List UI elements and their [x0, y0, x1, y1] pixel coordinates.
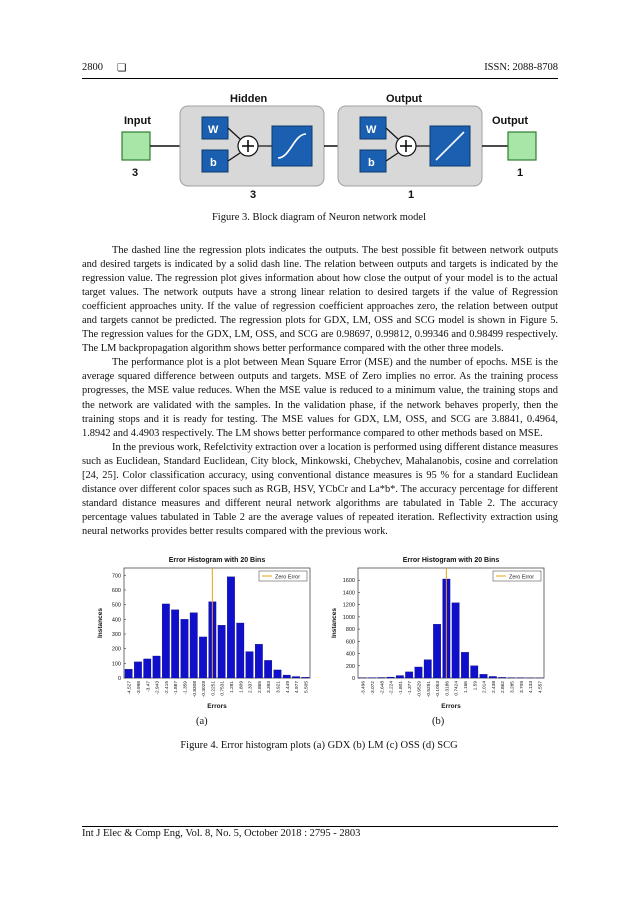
x-tick-label: 3.285: [510, 681, 516, 694]
histogram-bar: [181, 619, 188, 678]
footer-citation: Int J Elec & Comp Eng, Vol. 8, No. 5, October 2018 : 2795 - 2803: [82, 828, 361, 839]
chart-title: Error Histogram with 20 Bins: [168, 557, 266, 564]
plot-frame: [124, 568, 310, 678]
y-tick-label: 1400: [342, 590, 355, 597]
histogram-bar: [283, 675, 290, 678]
x-tick-label: 1.59: [473, 681, 479, 691]
histogram-bar: [480, 674, 487, 678]
x-tick-label: 2.337: [248, 681, 254, 694]
x-tick-label: 2.862: [501, 681, 507, 694]
x-tick-label: 3.709: [519, 681, 525, 694]
histogram-bar: [190, 613, 197, 678]
y-axis-label: Instances: [331, 608, 338, 638]
y-tick-label: 100: [111, 661, 121, 668]
x-tick-label: 3.393: [267, 681, 273, 694]
body-text: [82, 244, 558, 539]
x-tick-label: -1.801: [398, 681, 404, 695]
x-tick-label: -1.377: [408, 681, 414, 695]
y-tick-label: 800: [345, 627, 355, 634]
histogram-bar: [255, 644, 262, 678]
histogram-bar: [489, 676, 496, 678]
histogram-bar: [387, 677, 394, 678]
y-tick-label: 600: [345, 639, 355, 646]
plot-frame: [358, 568, 544, 678]
x-tick-label: -2.943: [155, 681, 161, 695]
histogram-bar: [405, 672, 412, 678]
legend-label: Zero Error: [275, 574, 301, 581]
histogram-bar: [237, 623, 244, 678]
sublabel-b: (b): [432, 716, 445, 727]
y-tick-label: 1200: [342, 602, 355, 609]
x-tick-label: -1.887: [174, 681, 180, 695]
y-axis-label: Instances: [97, 608, 104, 638]
histogram-bar: [471, 666, 478, 678]
x-tick-label: -2.224: [389, 681, 395, 695]
x-tick-label: -0.3028: [202, 681, 208, 698]
x-tick-label: -3.47: [146, 681, 152, 692]
histogram-bar: [274, 670, 281, 678]
histogram-bar: [433, 624, 440, 678]
y-tick-label: 1000: [342, 614, 355, 621]
histogram-bar: [171, 610, 178, 678]
x-tick-label: 5.505: [304, 681, 310, 694]
histogram-bar: [396, 676, 403, 678]
x-tick-label: 2.865: [257, 681, 263, 694]
hidden-size: 3: [250, 189, 257, 201]
hidden-weight-label: W: [208, 124, 219, 136]
x-tick-label: -2.415: [164, 681, 170, 695]
histogram-bar: [134, 662, 141, 678]
output-title: Output: [386, 93, 423, 105]
histogram-bar: [424, 660, 431, 678]
output-bias-label: b: [368, 157, 375, 169]
output-box: [508, 132, 536, 160]
chart-title: Error Histogram with 20 Bins: [402, 557, 500, 564]
x-tick-label: -3.998: [136, 681, 142, 695]
page-number: 2800: [82, 62, 103, 73]
x-tick-label: 2.438: [491, 681, 497, 694]
output-weight-label: W: [366, 124, 377, 136]
histogram-a: [96, 552, 316, 712]
y-tick-label: 500: [111, 602, 121, 609]
histogram-bar: [144, 659, 151, 678]
paragraph-previous-work: In the previous work, Refelctivity extraction over a location is performed using different distance measures such as Euclidean, Standard Euclidean, City block, Minkowski, Chebychev, Mahalanobis, cosine and correlation [24, 25]. Color classification accuracy, using conventional distance measures is 95 % for a standard Euclidean distance over different color spaces such as RGB, HSV, YCbCr and La*b*. The accuracy percentage for different standard distance measures and different neural network algorithms are tabulated in Table 2. The accuracy percentage values tabulated in Table 2 are the average values of repeated iteration. Reflectivity extraction using neural networks provides better results compared with the previous work.: [82, 441, 558, 537]
y-tick-label: 0: [351, 676, 355, 682]
x-tick-label: 0.7531: [220, 681, 226, 696]
x-tick-label: 2.014: [482, 681, 488, 694]
x-tick-label: 4.133: [529, 681, 535, 694]
histogram-bar: [246, 652, 253, 678]
sublabel-a: (a): [196, 716, 208, 727]
y-tick-label: 300: [111, 632, 121, 638]
header-rule: [82, 78, 558, 79]
x-tick-label: 3.921: [276, 681, 282, 694]
y-tick-label: 0: [117, 676, 121, 682]
x-tick-label: 0.3186: [445, 681, 451, 696]
y-tick-label: 200: [111, 646, 121, 653]
histogram-bar: [162, 604, 169, 678]
y-tick-label: 700: [111, 573, 121, 580]
histogram-bar: [498, 677, 505, 678]
histogram-bar: [452, 603, 459, 678]
x-tick-label: 4.449: [285, 681, 291, 694]
x-tick-label: -3.072: [370, 681, 376, 695]
histogram-bar: [227, 577, 234, 678]
y-tick-label: 200: [345, 663, 355, 670]
input-box: [122, 132, 150, 160]
histogram-bar: [302, 677, 309, 678]
paragraph-performance: The performance plot is a plot between Mean Square Error (MSE) and the number of epochs. MSE is the average squared difference between outputs and targets. MSE of Zero implies no error. As the training process progresses, the MSE value reduces. When the MSE value is reduced to a minimum value, the training stops and the network are validated with the samples. In the validation phase, if the network behaves properly, then the training stops and it is ready for testing. The MSE values for GDX, LM, OSS, and SCG are 3.8841, 0.4964, 1.8942 and 4.4903 respectively. The LM shows better performance compared to other methods based on MSE.: [82, 357, 558, 439]
y-tick-label: 600: [111, 588, 121, 594]
x-tick-label: -1.359: [183, 681, 189, 695]
output-label: Output: [492, 115, 529, 127]
x-tick-label: -0.1053: [436, 681, 442, 698]
output-layer-size: 1: [408, 189, 415, 201]
histogram-bar: [218, 625, 225, 678]
histogram-b: [330, 552, 550, 712]
footer-rule: [82, 826, 558, 827]
x-tick-label: -0.5291: [426, 681, 432, 698]
histogram-bar: [415, 667, 422, 678]
legend-label: Zero Error: [509, 574, 535, 581]
histogram-bar: [125, 669, 132, 678]
x-axis-label: Errors: [441, 703, 461, 710]
figure4-caption: Figure 4. Error histogram plots (a) GDX (b) LM (c) OSS (d) SCG: [180, 740, 458, 751]
output-size: 1: [517, 167, 524, 179]
x-tick-label: 4.557: [538, 681, 544, 694]
x-tick-label: -2.648: [380, 681, 386, 695]
x-tick-label: -0.9529: [417, 681, 423, 698]
hidden-bias-label: b: [210, 157, 217, 169]
x-tick-label: 4.977: [295, 681, 301, 694]
paragraph-regression: The dashed line the regression plots indicates the outputs. The best possible fit between network outputs and desired targets is indicated by a solid dash line. The relation between outputs and targets is indicated by the regression value. The regression plot gives information about how close the output of your model is to the actual target values. The network outputs have a strong linear relation to desired targets if the value of Regression coefficient approaches unity. If the value of regression coefficient approaches zero, the relation between output and targets cannot be predicted. The regression plots for GDX, LM, OSS and SCG model is shown in Figure 5. The regression values for the GDX, LM, OSS, and SCG are 0.98697, 0.99812, 0.99346 and 0.98499 respectively. The LM backpropagation algorithm shows better performance compared with the other three models.: [82, 245, 558, 355]
x-tick-label: 1.281: [229, 681, 235, 694]
histogram-bar: [153, 656, 160, 678]
input-size: 3: [132, 167, 139, 179]
x-tick-label: 0.7424: [454, 681, 460, 696]
x-axis-label: Errors: [207, 703, 227, 710]
journal-issn: ISSN: 2088-8708: [484, 62, 558, 73]
header-square-icon: ❏: [117, 63, 127, 74]
x-tick-label: -4.527: [127, 681, 133, 695]
y-tick-label: 400: [111, 617, 121, 624]
x-tick-label: 1.166: [463, 681, 469, 694]
input-label: Input: [124, 115, 151, 127]
x-tick-label: 1.809: [239, 681, 245, 694]
histogram-bar: [264, 660, 271, 678]
figure3-caption: Figure 3. Block diagram of Neuron network model: [211, 212, 427, 223]
y-tick-label: 1600: [342, 578, 355, 585]
x-tick-label: -0.8308: [192, 681, 198, 698]
histogram-bar: [199, 637, 206, 678]
nn-block-diagram: [112, 84, 542, 202]
histogram-bar: [461, 652, 468, 678]
y-tick-label: 400: [345, 651, 355, 658]
x-tick-label: -3.496: [361, 681, 367, 695]
histogram-bar: [292, 677, 299, 678]
hidden-title: Hidden: [230, 93, 268, 105]
x-tick-label: 0.2251: [211, 681, 217, 696]
